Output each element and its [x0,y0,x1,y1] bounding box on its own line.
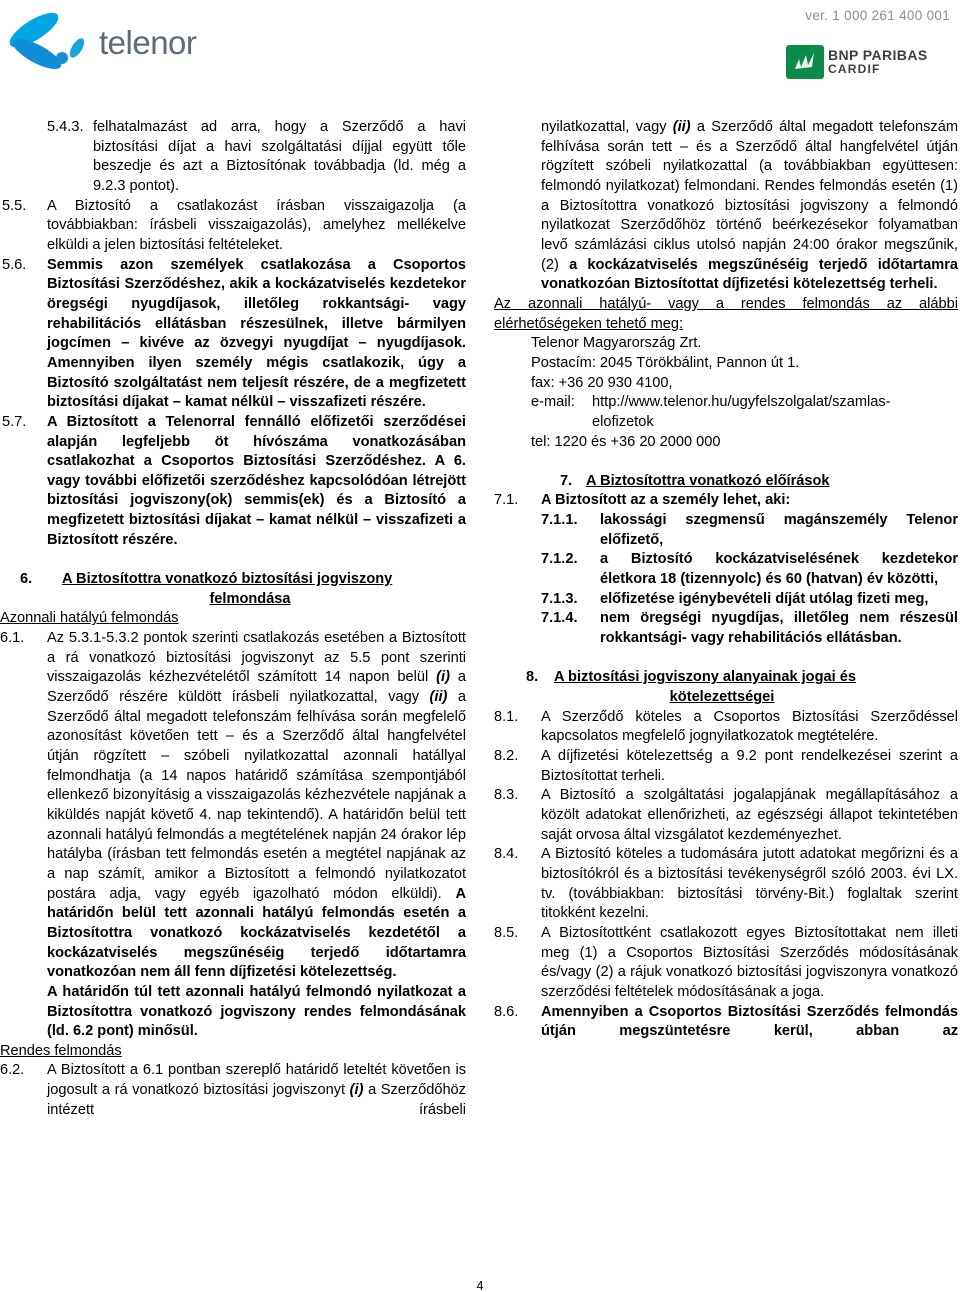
section-6-heading [0,570,466,609]
clause-number: 8.5. [494,924,519,941]
clause-number: 8.1. [494,708,519,725]
contact-block [494,334,958,452]
telenor-logo [4,8,214,76]
clause-7-1-3 [494,590,958,610]
contact-intro: Az azonnali hatályú- vagy a rendes felmondás az alábbi elérhetőségeken tehető meg: [494,295,958,332]
clause-7-1-4 [494,609,958,648]
bnp-stars-icon [786,45,824,79]
section-8-heading [494,668,958,707]
clause-8-5 [494,924,958,1003]
clause-8-4 [494,845,958,924]
clause-number: 8.2. [494,747,519,764]
clause-text: A Biztosító köteles a tudomására jutott adatokat megőrizni és a biztosítókról és a biztosítási tevékenységről szóló 2003. évi LX. tv. (továbbiakban: biztosítási törvény-Bit.) foglaltak szerint titokként kezelni. [541,846,958,922]
bnp-paribas-cardif-logo [786,45,946,79]
clause-text: lakossági szegmensű magánszemély Telenor előfizető, [600,512,958,548]
section-title: A Biztosítottra vonatkozó előírások [586,472,830,489]
clause-number: 5.7. [2,413,27,430]
contact-company: Telenor Magyarország Zrt. [531,335,702,352]
contact-email-url-cont: elofizetok [592,413,654,430]
clause-5-6 [0,256,466,413]
clause-6-1-body: Az 5.3.1-5.3.2 pontok szerinti csatlakozás esetében a Biztosított a rá vonatkozó biztosítási jogviszonyt az 5.5 pont szerinti visszaigazolás kézhezvételétől számított 14 napon belül (i) a Szerződő részére küldött írásbeli nyilatkozattal, vagy (ii) a Szerződő által megadott telefonszám felhívása során megfelelő azonosítást követően tett – és a Szerződő által hangfelvétel útján rögzített – szóbeli nyilatkozattal azonnali hatállyal felmondhatja (a 14 napos határidő számítása szempontjából ellenkező bizonyításig a visszaigazolás kézhezvétele napjának a kiküldés napját követő 4. nap tekintendő). A határidőn belül tett azonnali hatályú felmondás a megtételének napján 24 órakor lép hatályba (írásban tett felmondás esetén a megtétel napjának az a nap számít, amikor a Biztosított a felmondó nyilatkozatot postára adja, vagy egyéb igazolható módon elküldi). A határidőn belül tett azonnali hatályú felmondás esetén a Biztosítottra vonatkozó kockázatviselés kezdetétől a kockázatviselés megszűnéséig terjedő időtartamra vonatkozóan nem áll fenn díjfizetési kötelezettség. [47,630,466,981]
clause-6-1 [0,629,466,1042]
clause-text: A díjfizetési kötelezettség a 9.2 pont rendelkezései szerint a Biztosítottat terheli. [541,747,958,784]
clause-number: 7.1.3. [541,590,578,607]
clause-5-5 [0,197,466,256]
section-number: 6. [20,571,33,588]
clause-5-7 [0,413,466,551]
contact-tel: tel: 1220 és +36 20 2000 000 [531,433,721,450]
telenor-propeller-icon [4,8,99,76]
clause-6-2-body: A Biztosított a 6.1 pontban szereplő határidő leteltét követően is jogosult a rá vonatkozó biztosítási jogviszonyt (i) a Szerződőhöz intézett írásbeli [47,1062,466,1118]
clause-number: 6.1. [0,630,25,647]
clause-text: Amennyiben a Csoportos Biztosítási Szerződés felmondás útján megszüntetésre kerül, abban az [541,1003,958,1040]
section-title-line2: felmondása [209,590,291,607]
clause-text: nem öregségi nyugdíjas, illetőleg nem részesül rokkantsági- vagy rehabilitációs ellátásban. [600,610,958,647]
clause-6-1-late-notice: A határidőn túl tett azonnali hatályú felmondó nyilatkozat a Biztosítottra vonatkozó jogviszony rendes felmondásának (ld. 6.2 pont) minősül. [47,983,466,1040]
clause-number: 8.3. [494,787,519,804]
clause-number: 5.5. [2,197,27,214]
bnp-logo-line1: BNP PARIBAS [828,47,928,63]
bnp-logo-line2: CARDIF [828,62,881,76]
clause-6-2 [0,1061,466,1120]
clause-6-2-continuation: nyilatkozattal, vagy (ii) a Szerződő által megadott telefonszám felhívása során tett – és a Szerződő által hangfelvétel útján rögzített szóbeli nyilatkozattal (a továbbiakban együttesen: felmondó nyilatkozat) felmondani. Rendes felmondás esetén (1) a Biztosítottra vonatkozó biztosítási jogviszony a felmondó nyilatkozat Szerződőhöz történő beérkezésekor folyamatban levő számlázási ciklus utolsó napján 24:00 órakor megszűnik, (2) a kockázatviselés megszűnéséig terjedő időtartamra vonatkozóan Biztosítottat díjfizetési kötelezettség terheli. [541,119,958,293]
clause-text: A Biztosítottként csatlakozott egyes Biztosítottakat nem illeti meg (1) a Csoportos Biztosítási Szerződés módosításának és/vagy (2) a rájuk vonatkozó biztosítási jogviszonyra vonatkozó szerződési feltételek módosításának a joga. [541,924,958,1000]
clause-number: 7.1.4. [541,610,578,627]
contact-postal: Postacím: 2045 Törökbálint, Pannon út 1. [531,354,800,371]
clause-number: 8.4. [494,846,519,863]
clause-text: A Biztosító a szolgáltatási jogalapjának megállapításához a közölt adatokat ellenőrizheti, az egészségi állapot tekintetében saját orvosa által vizsgálatot kezdeményezhet. [541,787,958,843]
section-title-line1: A Biztosítottra vonatkozó biztosítási jogviszony [62,571,393,588]
section-title-line2: kötelezettségei [669,689,775,705]
section-7-heading [494,472,958,492]
clause-number: 6.2. [0,1062,25,1079]
clause-number: 5.6. [2,256,27,273]
clause-text: A Szerződő köteles a Csoportos Biztosítási Szerződéssel kapcsolatos megfelelő jognyilatkozatok megtételére. [541,708,958,745]
clause-number: 7.1. [494,492,519,509]
clause-number: 7.1.1. [541,512,578,529]
page-number: 4 [476,1279,484,1292]
clause-text: a Biztosító kockázatviselésének kezdetekor életkora 18 (tizennyolc) és 60 (hatvan) év közötti, [600,551,958,588]
contact-fax: fax: +36 20 930 4100, [531,374,673,391]
contact-email-url: http://www.telenor.hu/ugyfelszolgalat/szamlas- [592,394,891,411]
section-number: 8. [526,669,539,686]
clause-8-1 [494,708,958,747]
section-title-line1: A biztosítási jogviszony alanyainak jogai és [554,669,856,686]
subheading-immediate-termination: Azonnali hatályú felmondás [0,610,179,627]
clause-number: 5.4.3. [47,119,84,135]
clause-text: felhatalmazást ad arra, hogy a Szerződő a havi biztosítási díjat a havi szolgáltatási díjjal együtt tőle beszedje és azt a Biztosítónak továbbadja (ld. még a 9.2.3 pontot). [93,119,466,194]
clause-text: előfizetése igénybevételi díját utólag fizeti meg, [600,590,929,607]
clause-7-1-2 [494,550,958,589]
clause-8-3 [494,786,958,845]
left-column [0,118,466,1120]
clause-number: 7.1.2. [541,551,578,568]
clause-5-4-3 [0,118,466,197]
telenor-wordmark: telenor [99,24,197,61]
clause-7-1-1 [494,511,958,550]
section-number: 7. [560,472,573,489]
version-number: ver. 1 000 261 400 001 [805,8,950,23]
right-column [494,118,958,1042]
clause-8-2 [494,747,958,786]
clause-text: Semmis azon személyek csatlakozása a Csoportos Biztosítási Szerződéshez, akik a kockázatviselés kezdetekor öregségi nyugdíjasok, illetőleg rokkantsági- vagy rehabilitációs ellátásban részesülnek, illetve bármilyen jogcímen – kivéve az özvegyi nyugdíjat – nyugdíjasok. Amennyiben ilyen személy mégis csatlakozik, úgy a Biztosító szolgáltatást nem teljesít részére, de a megfizetett biztosítási díjakat – kamat nélkül – visszafizeti részére. [47,256,466,411]
clause-text: A Biztosított az a személy lehet, aki: [541,492,791,509]
clause-text: A Biztosított a Telenorral fennálló előfizetői szerződései alapján legfeljebb öt hívószáma vonatkozásában csatlakozhat a Csoportos Biztosítási Szerződéshez. A 6. vagy további előfizetői szerződéshez kapcsolódóan létrejött biztosítási jogviszony(ok) semmis(ek) és a Biztosító a megfizetett biztosítási díjakat – kamat nélkül – visszafizeti a Biztosított részére. [47,413,466,548]
contact-email: e-mail: http://www.telenor.hu/ugyfelszolgalat/szamlas- elofizetok [531,393,958,432]
clause-number: 8.6. [494,1003,519,1020]
clause-8-6 [494,1003,958,1042]
clause-text: A Biztosító a csatlakozást írásban visszaigazolja (a továbbiakban: írásbeli visszaigazolás), amelyhez mellékelve elküldi a jelen biztosítási feltételeket. [47,197,466,253]
clause-7-1 [494,491,958,511]
subheading-regular-termination: Rendes felmondás [0,1042,122,1059]
